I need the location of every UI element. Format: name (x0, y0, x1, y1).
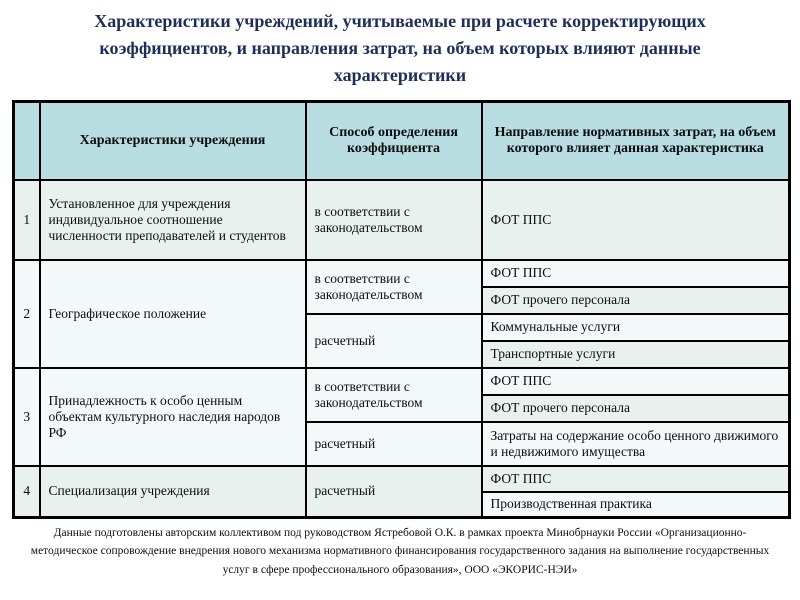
direction-cell: Транспортные услуги (482, 341, 790, 368)
direction-cell: ФОТ ППС (482, 466, 790, 492)
header-cell-method: Способ определения коэффициента (306, 102, 482, 180)
characteristic-cell: Специализация учреждения (40, 466, 306, 518)
table-row (14, 180, 790, 260)
row-number: 3 (14, 368, 40, 466)
direction-cell: Затраты на содержание особо ценного движимого и недвижимого имущества (482, 422, 790, 466)
row-number: 1 (14, 180, 40, 260)
row-number: 4 (14, 466, 40, 518)
direction-cell: ФОТ прочего персонала (482, 287, 790, 314)
direction-cell: ФОТ ППС (482, 368, 790, 395)
characteristic-cell: Географическое положение (40, 260, 306, 368)
direction-cell: ФОТ ППС (482, 180, 790, 260)
direction-cell: Производственная практика (482, 492, 790, 518)
method-cell: в соответствии с законодательством (306, 180, 482, 260)
table-row (14, 260, 790, 287)
method-cell: расчетный (306, 466, 482, 518)
characteristic-cell: Принадлежность к особо ценным объектам культурного наследия народов РФ (40, 368, 306, 466)
slide-title: Характеристики учреждений, учитываемые при расчете корректирующих коэффициентов, и направления затрат, на объем которых влияют данные характеристики (94, 11, 706, 85)
table-row (14, 368, 790, 395)
method-cell: расчетный (306, 422, 482, 466)
row-number: 2 (14, 260, 40, 368)
footer-note: Данные подготовлены авторским коллективом под руководством Ястребовой О.К. в рамках проекта Минобрнауки России «Организационно-методическое сопровождение внедрения нового механизма нормативного финансирования государственного задания на выполнение государственных услуг в сфере профессионального образования», ООО «ЭКОРИС-НЭИ» (30, 527, 770, 576)
table-row (14, 466, 790, 492)
direction-cell: ФОТ ППС (482, 260, 790, 287)
method-cell: расчетный (306, 314, 482, 368)
method-cell: в соответствии с законодательством (306, 260, 482, 314)
characteristic-cell: Установленное для учреждения индивидуальное соотношение численности преподавателей и студентов (40, 180, 306, 260)
header-row (14, 102, 790, 180)
direction-cell: ФОТ прочего персонала (482, 395, 790, 422)
direction-cell: Коммунальные услуги (482, 314, 790, 341)
header-cell-direction: Направление нормативных затрат, на объем которого влияет данная характеристика (482, 102, 790, 180)
header-cell-number (14, 102, 40, 180)
characteristics-table (12, 100, 791, 519)
method-cell: в соответствии с законодательством (306, 368, 482, 422)
header-cell-characteristic: Характеристики учреждения (40, 102, 306, 180)
